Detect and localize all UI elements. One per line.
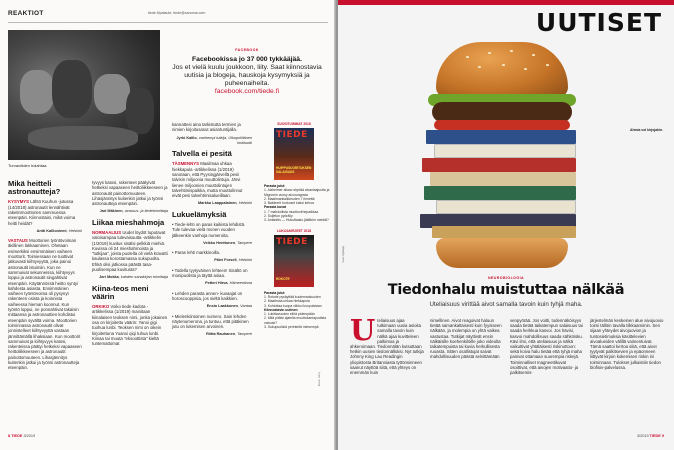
letter-text: • Mielenkiintoinen numero. Sain lehden näytenumerona, ja tuntuu, että pitäkinen jutu on lukemisen arvoinen. bbox=[172, 313, 249, 330]
sidebar-heading: LUKIJAKIRJEET 2018 bbox=[276, 228, 312, 233]
article-column-3 bbox=[510, 318, 584, 375]
magazine-name: TIEDE bbox=[649, 434, 661, 438]
letter-body bbox=[8, 199, 82, 225]
magazine-name: TIEDE bbox=[11, 434, 23, 438]
toc-item: 3. Sukupuolisiä perinteitä miesempä bbox=[264, 325, 319, 330]
toc-item: 1. Rokote pysäyttää kuolemankuuden bbox=[264, 294, 321, 299]
photo-caption: Turvavöiden hoiahtaa. bbox=[8, 163, 48, 168]
image-caption: Ahmia voi kirjojakin. bbox=[630, 128, 663, 132]
issue-number: 3/2019 bbox=[636, 434, 649, 438]
letter-title: Mikä heitteli astronautteja? bbox=[8, 179, 61, 197]
letters-column-2 bbox=[92, 180, 168, 349]
letter-title: Kiina-teos meni väärin bbox=[92, 283, 149, 301]
letter-place: Tampere bbox=[237, 332, 252, 337]
sesame-seed bbox=[524, 68, 527, 70]
article-text: teliaisuus ajaa tutkimaan uusia asioita samalla tavoin kuin nälkä ajaa kuvitteleen palkintoa ja ahkeroimaan. Tiedonnälän kutsuttaan hetkin uusien tiedonnälkäisi. Nyt tutkija Johnny King Lau Readingin yliopistosta Britanniasta tyttönsinneen saanut näyttöä siitä, että yhteys on enemmän kuin bbox=[350, 318, 424, 376]
cover-masthead: TIEDE bbox=[276, 236, 308, 247]
toc-title: Parasta jutut bbox=[264, 290, 285, 295]
letter-signature: Markku Laappalainen, Helsinki bbox=[197, 201, 252, 206]
letter-place: Helsinki bbox=[238, 201, 252, 206]
page-number: 8 bbox=[8, 434, 11, 438]
toc-title: Parasta jutut bbox=[264, 184, 285, 188]
book bbox=[430, 172, 576, 186]
sesame-seed bbox=[478, 66, 481, 68]
letter-place: Helsinki bbox=[68, 228, 82, 233]
facebook-tag: FACEBOOK bbox=[235, 48, 259, 52]
letter-text: Voiko tiede kadota -artikkelissa (1/2019) mainitaan kiinalaisen teoksen nimi, jonka jokainen osa on kirjoitettu väärin: Yanxi gigi tuohua lunbi. Teoksen nimi on oikein kirjoitettuna Yuanxi qiqi tuhua lunbi. Kiinaa tai muuta "eksoottista" kieltä tuntemattomat bbox=[92, 304, 168, 347]
letter-author: Jari Mokka bbox=[99, 275, 119, 280]
letter-tag: NORMAALIUS bbox=[92, 229, 122, 235]
photo-credit: Kuvat: Getty bbox=[318, 372, 321, 387]
letter-tag: VASTAUS bbox=[8, 238, 28, 244]
page-number: 9 bbox=[661, 434, 664, 438]
left-page bbox=[0, 0, 336, 450]
article-column-2 bbox=[430, 318, 504, 360]
right-page bbox=[338, 0, 674, 450]
toc-item: Parasta kuvat bbox=[264, 205, 287, 210]
sesame-seed bbox=[532, 54, 535, 56]
toc-item: 1. Alzheimer aikaa nöyrtää aivanlaajuutta ja Mignonin vuosy aivorungosta bbox=[264, 188, 330, 197]
toc-item: 2. Mitä pitäisi ajatella muuttokantapodista vaivuisi? bbox=[264, 316, 327, 325]
header-rule bbox=[8, 22, 328, 23]
photo-seat bbox=[28, 126, 138, 150]
toc-item: 3. Bakteerit horkoset kaksi kehoa bbox=[264, 201, 314, 206]
letter-text: • Lehden parasta annen- kuvaajat on horoscooppisia, jos sieltä kaikkien. bbox=[172, 290, 243, 301]
letter-author: Jari Mäkinen bbox=[99, 209, 123, 214]
letter-place: avaruus- ja tiedetoimittaja bbox=[124, 209, 168, 214]
letter-signature: Veikko Henttonen, Tampere bbox=[203, 240, 252, 245]
book bbox=[432, 226, 576, 238]
letter-author: Markku Laappalainen bbox=[197, 201, 237, 206]
letter-title: Lukuelämyksiä bbox=[172, 209, 227, 219]
cover-title: ROKOTE bbox=[276, 276, 290, 281]
article-text: venpyörää. Jos voitti, todennäköisyys saada tietää taikatempun salaisuus tai saada herkkua kasvoi. Jos hävisi, kasvoi mahdollisuus saada sähköisku. Kävi ilmi, että uteliaisuus ja nälkä vaikuttivat yhtäläisesti riskinottoon: sekä koiva halu tietää että tyhjä maha panivat ottamaan suurempia riskejä. Toiminnalliset magneettikuvat osoittivat, että aivojen motivaatio- ja palkitsemis- bbox=[510, 318, 583, 376]
letter-signature: Petteri Hirva, Hämeenlinna bbox=[205, 281, 252, 286]
letter-author: Veikko Henttonen bbox=[203, 240, 236, 245]
letter-signature: Ensio Laakkonen, Vantaa bbox=[206, 304, 252, 309]
sesame-seed bbox=[466, 56, 469, 58]
letter-author: Riitta Rauhanen bbox=[206, 332, 236, 337]
letter-body bbox=[92, 304, 168, 346]
book bbox=[426, 130, 576, 144]
toc-item: 1. 7 mahdollista muuttovirhepaikkaa bbox=[264, 209, 319, 214]
letter-body bbox=[92, 230, 168, 272]
burger-tomato bbox=[434, 120, 570, 130]
letter-place: Helsinki bbox=[238, 258, 252, 263]
sesame-seed bbox=[546, 64, 549, 66]
page-folio bbox=[8, 434, 35, 438]
toc-item: 2. Suljetun pyöräily bbox=[264, 214, 293, 219]
letter-text: tyvyys katosi, rakenteet päätyivät hetkeksi vapaaseen heittoliikkeeseen ja astronautit painottomuuteen. Lihasjännitys kuitenkin jatkui ja työnsi astronautteja eteenpäin. bbox=[92, 180, 168, 207]
letter-body bbox=[8, 238, 82, 370]
article-column-4 bbox=[590, 318, 664, 370]
article-text: järjestelmän keskeinen alue aivojuovio toimi tällöin tavalla tilkkaamimin. Sen sijaan yhteydet aivojuovion ja tuntosietimuksia käsittelevien aivoalueiden välillä vaimentuivat. Tämä saattoi kertoa siitä, että aivot tyytyvät palkitsevien ja epäonneen liittyvät kirjoin kokemisen riskin ini toiminnaan. Tulokset julkaistiin tiedon biofisiv-palvelussa. bbox=[590, 318, 664, 370]
book bbox=[424, 186, 576, 200]
section-title: UUTISET bbox=[535, 8, 662, 37]
letter-text: • Tiede-lehti on paras kaikista lehdistä. Tule tulevaa vielä monen vuoden jälkeenkin vanhoja numeroita. bbox=[172, 221, 246, 238]
book bbox=[422, 158, 576, 172]
magazine-cover bbox=[274, 235, 314, 287]
photo-figure bbox=[94, 74, 130, 114]
letter-text: Maailmaa uhkaa hiekkapula -artikkelissa (1/2019) sanotaan, että Pyysingjärvellä pesii talvisin miljoonia muuttolintuja. Järvi lienee miljoonien muuttolintujen talvehtimispaikka, mutta muuttolinnut eivät pesi talvehtimisalueillaan. bbox=[172, 161, 243, 199]
letter-tag: ORKIKO bbox=[92, 304, 110, 310]
magazine-cover bbox=[274, 128, 314, 180]
letter-text: kannattesi aina tarkistutta termien ja nimien kirjoitusasut asiantuntijalla. bbox=[172, 122, 241, 133]
letter-title: Liikaa mieshahmoja bbox=[92, 217, 165, 227]
letter-place: vanhempi tutkija, Ulkopoliittinen instituutti bbox=[198, 135, 252, 145]
letter-signature: Jari Mokka, kahden sanakirjan toimittaja bbox=[99, 275, 168, 280]
letter-text: • Todella tyytyväinen lehteen! Sisältö on monipuolista ja täyttä asiaa. bbox=[172, 267, 248, 279]
letter-author: Jyrki Kallio bbox=[176, 135, 197, 140]
letter-signature: Riitta Rauhanen, Tampere bbox=[206, 332, 252, 337]
letter-signature: Päivi Forsell, Helsinki bbox=[214, 258, 252, 263]
sesame-seed bbox=[502, 64, 505, 66]
letter-tag: KYSYMYS bbox=[8, 199, 30, 205]
photo-figure bbox=[126, 88, 154, 134]
facebook-link[interactable]: facebook.com/tiede.fi bbox=[214, 88, 280, 95]
letter-text: Uudet löydöt tuputavat valoisampaa tulevaisuutta -artikkelin (1/2019) kuvitus sisälsi pelkkiä miehiä. Kuvissa oli 24 mieshahmoista ja "tutkijaa", joista puolella oli vielä kravatti kaulassa korostamassa sukupuolta. Ehkä olisi jatkossa päästä tasa-puolisempaa kuvitusta? bbox=[92, 229, 168, 273]
facebook-promo bbox=[162, 48, 332, 96]
book bbox=[434, 144, 576, 158]
article-text: nimellinen. Aivot reagoivat haluun tietää samankaltaisesti kuin fyysiseen nälkään, ja molempia on yhtä vaikea vastustaa. Tutkijat näyttivät ensin nälkäisille koehenkilöille joko videolta taikatempuista tai kuvia herkullisesta ruoasta. Sitten osallistujat saivat mahdollisuuden päästä selvittämään bbox=[430, 318, 502, 360]
letters-column-1 bbox=[8, 180, 82, 374]
toc-item: 3. Kohiottaa kuopa viikkoi kuopuistaan bbox=[264, 303, 322, 308]
popular-sidebar bbox=[258, 122, 330, 335]
letter-title: Talvella ei pesitä bbox=[172, 149, 232, 159]
letter-author: Ensio Laakkonen bbox=[206, 304, 238, 309]
sidebar-heading: SUOSITUIMMAT 2018 bbox=[277, 122, 311, 126]
letter-author: Petteri Hirva bbox=[205, 281, 228, 286]
header-url: tiede.fi/palaute, tiede@sanoma.com bbox=[148, 11, 206, 15]
image-credit: Kuva: Ingimage bbox=[342, 246, 345, 263]
letter-body bbox=[172, 161, 252, 198]
sidebar-toc bbox=[258, 184, 330, 223]
drop-cap: U bbox=[350, 313, 376, 347]
cover-masthead: TIEDE bbox=[276, 130, 308, 140]
photo-figure bbox=[52, 60, 92, 118]
sidebar-toc bbox=[258, 291, 330, 330]
section-label: REAKTIOT bbox=[8, 10, 44, 17]
letter-place: Hämeenlinna bbox=[229, 281, 252, 286]
book-burger-illustration bbox=[416, 42, 586, 272]
cover-title: HUIPPUSUORITUKSEN SALAISUUS bbox=[276, 166, 312, 174]
page-folio bbox=[637, 434, 664, 438]
letter-author: Antti Kallioniemi bbox=[36, 228, 67, 233]
letter-signature: Jari Mäkinen, avaruus- ja tiedetoimittaja bbox=[99, 209, 168, 214]
book bbox=[436, 200, 576, 214]
issue-number: 3/2019 bbox=[23, 434, 36, 438]
letter-text: Lähtö Kuuhun -jutussa (14/2018) astronautit lennähtivät raketinmoottorien sammuessa eteenpäin. Kiinnostaisi, mikä voima heitti heidät? bbox=[8, 199, 76, 226]
letter-place: Tampere bbox=[237, 240, 252, 245]
sesame-seed bbox=[488, 52, 491, 54]
letters-column-3 bbox=[172, 122, 252, 342]
letter-place: kahden sanakirjan toimittaja bbox=[120, 275, 168, 280]
section-top-rule bbox=[338, 0, 674, 5]
photo-figure bbox=[20, 70, 54, 114]
facebook-body: Jos et vielä kuulu joukkoon, liity. Saat kiinnostavia uutisia ja blogeja, hauskoja kysymyksiä ja puheenaiheita. bbox=[172, 64, 322, 87]
article-column-1 bbox=[350, 313, 424, 376]
letter-place: Vantaa bbox=[240, 304, 252, 309]
letter-signature: Jyrki Kallio, vanhempi tutkija, Ulkopoliittinen instituutti bbox=[176, 135, 252, 145]
burger-bun-bottom bbox=[436, 238, 568, 268]
astronaut-photo bbox=[8, 30, 160, 160]
article-tag: NEUROBIOLOGIA bbox=[488, 276, 524, 280]
letter-signature: Antti Kallioniemi, Helsinki bbox=[36, 228, 82, 233]
facebook-lead: Facebookissa jo 37 000 tykkääjää. bbox=[192, 56, 302, 63]
toc-item: 3. Antarktis — Hukuttaako jäätikön meidät? bbox=[264, 218, 329, 223]
article-headline: Tiedonhalu muistuttaa nälkää bbox=[387, 282, 625, 298]
letter-text: • Paras lehti markkinoilla. bbox=[172, 250, 221, 256]
article-dek: Uteliaisuus virittää aivot samalla tavoin kuin tyhjä maha. bbox=[429, 301, 583, 308]
letter-tag: TÄSMENNYS bbox=[172, 161, 199, 167]
burger-patty bbox=[432, 102, 572, 122]
letter-text: Moottorien työntövoiman äkillinen lakkaaminen. Ohetaan esimerkiksi ensimmäisen vaiheen moottorit. Toimiessaan ne tuottivat jatkuvasti kiihtyvyyttä, joka painoi astronautit istuimiin. Kun ne sammuivat sekunneissa, kiihtyvyys loppui ja astronautit singahtivat eteenpäin. Käytännössä heitto syntyi kahdesta asiasta. Ensimmäinen vaiheen työntövoima oli pysynyt rakenteen osista ja koinnista vaiheessa hieman koonnut. Kun työntö loppui, ne ponnahtivat takaisin mittaansa ja astronauttien kohdistui eteenpäin syvältä voima. Moottorien toiminnassa astronautit olivat jonnistelleet kiihtyvyyttä vastaan jännittämällä lihaksiaan. Kun moottorit sammuivat ja kiihtyvyys katosi, rakenteissa päätyi hetkeksi vapaaseen heittoliikkeeseen ja astronautit painottomuuteen. Lihasjännitys kuitenkin jatkui ja työnsi astronautteja eteenpäin. bbox=[8, 238, 82, 371]
burger-bun-top bbox=[436, 42, 568, 98]
toc-item: Kiinnostavin uutinen bbox=[264, 307, 298, 312]
sesame-seed bbox=[510, 50, 513, 52]
toc-item: 1. Lukittavuuden eliöä pidempään bbox=[264, 312, 315, 317]
toc-item: 2. Maailmaa uhkaa hiekkapula bbox=[264, 299, 310, 304]
toc-item: 2. Maailmankaikkeuden 7 ihmettä bbox=[264, 196, 315, 201]
letter-author: Päivi Forsell bbox=[214, 258, 237, 263]
